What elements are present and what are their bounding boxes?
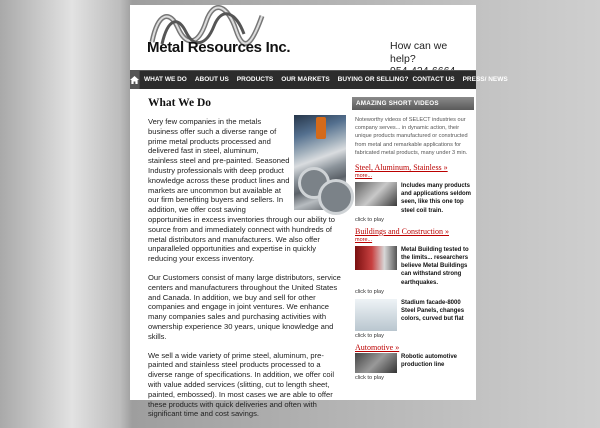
video-sidebar bbox=[352, 97, 474, 385]
video-item[interactable] bbox=[355, 299, 474, 331]
home-icon bbox=[130, 76, 139, 84]
video-thumbnail[interactable] bbox=[355, 246, 397, 270]
more-link[interactable]: more... bbox=[355, 236, 373, 243]
contact-line1: How can we bbox=[390, 40, 448, 52]
products-paragraph: We sell a wide variety of prime steel, aluminum, pre-painted and stainless steel products processed to a diverse range of specifications. In addition, we offer coil with value added services (slitting, cut to length sheet, painted, embossed). In most cases we are able to offer these products with quick deliveries and often with significant time and cost savings. bbox=[148, 350, 335, 419]
intro-paragraph: Very few companies in the metals business offer such a diverse range of prime metal products processed and delivered fast in steel, aluminum, stainless steel and pre-painted. Seasoned Industry professionals with deep product knowledge across these product lines and markets are uncommon but available at our firm benefiting buyers and sellers. In addition, we offer cost saving opportunities in excess inventories through our ability to source from and immediately connect with hundreds of metal distributors and manufacturers. We also offer unparalleled opportunities and expertise in quickly reducing your excess inventory. bbox=[148, 117, 335, 264]
crane-hook-shape bbox=[316, 117, 326, 139]
video-description: Stadium facade-8000 Steel Panels, changes colors, curved but flat bbox=[401, 299, 465, 323]
video-description: Robotic automotive production line bbox=[401, 353, 458, 369]
steel-coils-photo bbox=[294, 115, 346, 210]
nav-products[interactable]: PRODUCTS bbox=[236, 76, 274, 83]
video-description: Includes many products and applications seldom seen, like this one top steel coil train. bbox=[401, 183, 472, 214]
video-thumbnail[interactable] bbox=[355, 182, 397, 206]
coil-shape bbox=[318, 179, 354, 215]
sidebar-heading: AMAZING SHORT VIDEOS bbox=[352, 97, 474, 110]
click-to-play-link[interactable]: click to play bbox=[355, 332, 384, 339]
category-buildings-link[interactable]: Buildings and Construction » bbox=[355, 226, 449, 236]
nav-buying-or-selling[interactable]: BUYING OR SELLING? bbox=[337, 76, 409, 83]
video-thumbnail[interactable] bbox=[355, 353, 397, 373]
nav-home-button[interactable] bbox=[130, 71, 140, 89]
nav-press-news[interactable]: PRESS/ NEWS bbox=[462, 76, 508, 83]
nav-our-markets[interactable]: OUR MARKETS bbox=[281, 76, 330, 83]
category-automotive-link[interactable]: Automotive » bbox=[355, 342, 400, 352]
video-item[interactable] bbox=[355, 353, 474, 373]
main-nav bbox=[130, 70, 508, 89]
click-to-play-link[interactable]: click to play bbox=[355, 216, 384, 223]
nav-about-us[interactable]: ABOUT US bbox=[194, 76, 229, 83]
brand-name[interactable]: Metal Resources Inc. bbox=[147, 39, 291, 56]
more-link[interactable]: more... bbox=[355, 173, 373, 180]
page-title: What We Do bbox=[148, 97, 212, 109]
nav-contact-us[interactable]: CONTACT US bbox=[412, 76, 455, 83]
video-item[interactable] bbox=[355, 182, 474, 215]
sidebar-intro: Noteworthy videos of SELECT industries our company serves... in dynamic action, their unique products manufactured or constructed from metal and remarkable applications for fabricated metal products, many under 3 min. bbox=[355, 117, 468, 156]
main-content bbox=[148, 97, 346, 428]
category-steel-link[interactable]: Steel, Aluminum, Stainless » bbox=[355, 163, 448, 173]
page bbox=[130, 5, 508, 419]
video-item[interactable] bbox=[355, 246, 474, 287]
nav-what-we-do[interactable]: WHAT WE DO bbox=[144, 76, 187, 83]
video-description: Metal Building tested to the limits... researchers believe Metal Buildings can withstand strong earthquakes. bbox=[401, 246, 469, 286]
click-to-play-link[interactable]: click to play bbox=[355, 374, 384, 381]
header bbox=[130, 5, 476, 68]
contact-line2: help? bbox=[390, 52, 416, 65]
click-to-play-link[interactable]: click to play bbox=[355, 288, 384, 295]
video-thumbnail[interactable] bbox=[355, 299, 397, 331]
customers-paragraph: Our Customers consist of many large distributors, service centers and manufacturers throughout the United States and Canada. In addition, we buy and sell for other companies and engage in joint ventures. We enhance many companies sales and purchasing activities with ownership experience 30 years, unique knowledge and skills. bbox=[148, 272, 341, 341]
